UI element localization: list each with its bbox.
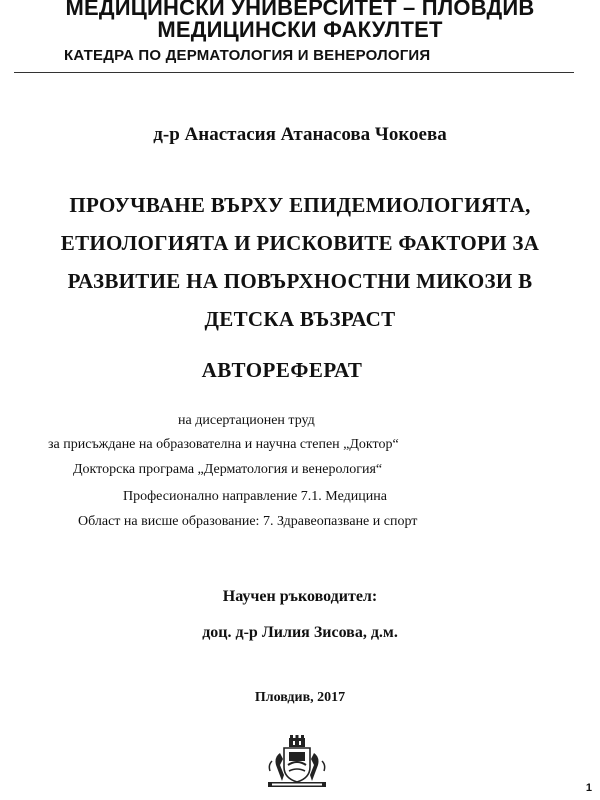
header-divider [14,72,574,73]
info-line: на дисертационен труд [178,413,315,428]
supervisor-name: доц. д-р Лилия Зисова, д.м. [202,624,398,641]
faculty-name: МЕДИЦИНСКИ ФАКУЛТЕТ [157,17,443,42]
title-line: ЕТИОЛОГИЯТА И РИСКОВИТЕ ФАКТОРИ ЗА [60,231,540,255]
title-line: РАЗВИТИЕ НА ПОВЪРХНОСТНИ МИКОЗИ В [67,269,533,293]
title-line: ПРОУЧВАНЕ ВЪРХУ ЕПИДЕМИОЛОГИЯТА, [69,193,531,217]
city-crest-icon [262,735,332,789]
info-line: Професионално направление 7.1. Медицина [123,489,387,504]
document-type: АВТОРЕФЕРАТ [201,358,363,382]
author-name: д-р Анастасия Атанасова Чокоева [153,124,447,145]
place-year: Пловдив, 2017 [254,690,346,705]
info-line: Област на висше образование: 7. Здравеопазване и спорт [78,514,418,529]
title-line: ДЕТСКА ВЪЗРАСТ [204,307,396,331]
supervisor-label: Научен ръководител: [222,588,378,605]
info-line: за присъждане на образователна и научна степен „Доктор“ [48,437,399,452]
department-name: КАТЕДРА ПО ДЕРМАТОЛОГИЯ И ВЕНЕРОЛОГИЯ [64,47,431,64]
page-number: 1 [585,782,592,794]
university-name: МЕДИЦИНСКИ УНИВЕРСИТЕТ – ПЛОВДИВ [65,0,535,20]
dissertation-title [0,186,600,338]
info-line: Докторска програма „Дерматология и венерология“ [73,462,383,477]
